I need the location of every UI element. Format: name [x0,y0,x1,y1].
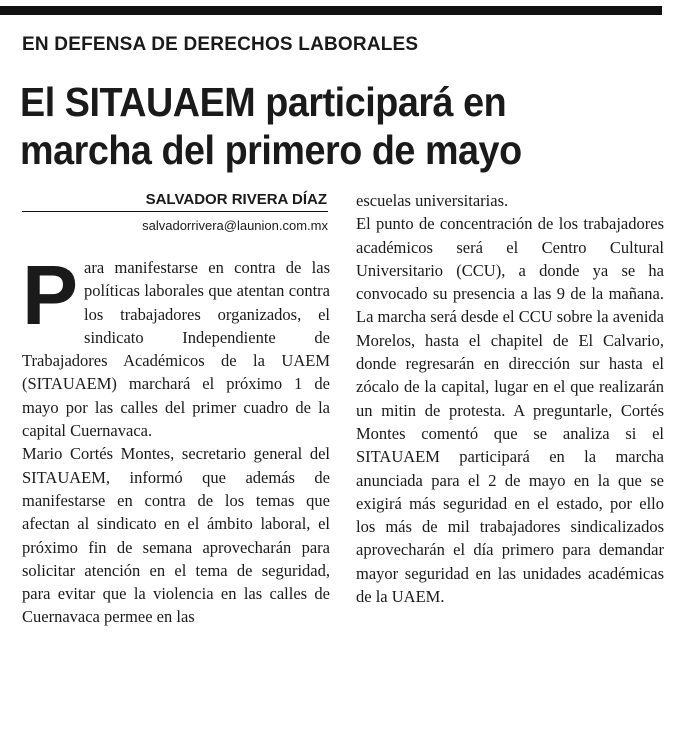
body-column-right [356,189,664,608]
body-column-left [22,248,330,629]
paragraph-2: Mario Cortés Montes, secretario general del SITAUAEM, informó que además de manifestarse en contra de los temas que afectan al sindicato en el ámbito laboral, el próximo fin de semana aprovecharán para solicitar atención en el tema de seguridad, para evitar que la violencia en las calles de Cuernavaca permee en las [22,444,330,627]
paragraph-2-continued: escuelas universitarias. [356,191,509,210]
headline-line-2: marcha del primero de mayo [20,127,522,173]
author-email: salvadorrivera@launion.com.mx [142,218,328,233]
top-rule [0,6,662,15]
drop-cap: P [22,248,79,342]
headline [20,78,609,174]
paragraph-1 [22,248,330,442]
author-byline: SALVADOR RIVERA DÍAZ [145,191,327,208]
paragraph-1-text: ara manifestarse en contra de las políticas laborales que atentan contra los trabajadores organizados, el sindicato Independiente de Trabajadores Académicos de la UAEM (SITAUAEM) marchará el próximo 1 de mayo por las calles del primer cuadro de la capital Cuernavaca. [22,258,330,441]
headline-line-1: El SITAUAEM participará en [20,79,507,125]
section-label: EN DEFENSA DE DERECHOS LABORALES [22,34,419,55]
byline-rule [22,211,328,212]
paragraph-3: El punto de concentración de los trabajadores académicos será el Centro Cultural Universitario (CCU), a donde ya se ha convocado su presencia a las 9 de la mañana. La marcha será desde el CCU sobre la avenida Morelos, hasta el chapitel de El Calvario, donde regresarán en dirección sur hasta el zócalo de la capital, lugar en el que realizarán un mitin de protesta. A preguntarle, Cortés Montes comentó que se analiza si el SITAUAEM participará en la marcha anunciada para el 2 de mayo en la que se exigirá más seguridad en el estado, por ello los más de mil trabajadores sindicalizados aprovecharán el día primero para demandar mayor seguridad en las unidades académicas de la UAEM. [356,214,664,607]
